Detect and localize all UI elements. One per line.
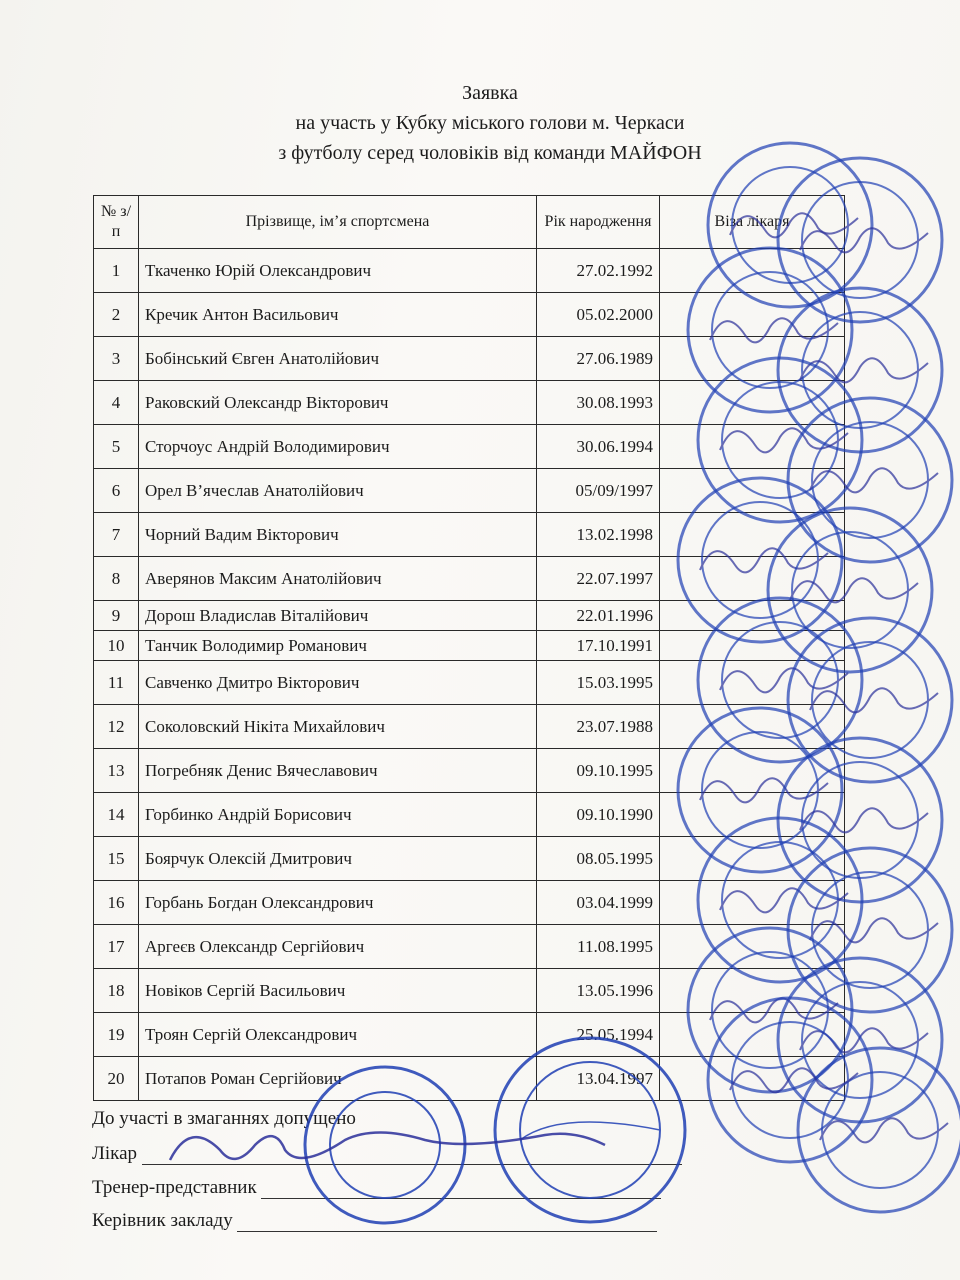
cell-year: 30.06.1994	[537, 425, 660, 469]
cell-name: Горбинко Андрій Борисович	[139, 793, 537, 837]
doctor-signature-line	[142, 1164, 682, 1165]
table-row	[94, 513, 845, 557]
table-row	[94, 837, 845, 881]
cell-name: Аверянов Максим Анатолійович	[139, 557, 537, 601]
head-label: Керівник закладу	[92, 1210, 233, 1231]
cell-name: Потапов Роман Сергійович	[139, 1057, 537, 1101]
cell-name: Новіков Сергій Васильович	[139, 969, 537, 1013]
cell-num: 14	[94, 793, 139, 837]
table-row	[94, 749, 845, 793]
cell-year: 05/09/1997	[537, 469, 660, 513]
cell-name: Боярчук Олексій Дмитрович	[139, 837, 537, 881]
cell-num: 6	[94, 469, 139, 513]
cell-year: 03.04.1999	[537, 881, 660, 925]
cell-name: Дорош Владислав Віталійович	[139, 601, 537, 631]
footer-doctor	[92, 1143, 682, 1165]
cell-name: Танчик Володимир Романович	[139, 631, 537, 661]
cell-name: Горбань Богдан Олександрович	[139, 881, 537, 925]
cell-year: 13.05.1996	[537, 969, 660, 1013]
cell-year: 11.08.1995	[537, 925, 660, 969]
cell-name: Аргеєв Олександр Сергійович	[139, 925, 537, 969]
cell-doctor-visa	[660, 925, 845, 969]
table-header-row	[94, 196, 845, 249]
cell-year: 27.06.1989	[537, 337, 660, 381]
title-line-3: з футболу серед чоловіків від команди МАЙФОН	[278, 142, 702, 164]
cell-doctor-visa	[660, 513, 845, 557]
cell-num: 18	[94, 969, 139, 1013]
cell-year: 25.05.1994	[537, 1013, 660, 1057]
cell-doctor-visa	[660, 631, 845, 661]
cell-doctor-visa	[660, 881, 845, 925]
cell-num: 3	[94, 337, 139, 381]
cell-doctor-visa	[660, 425, 845, 469]
table-row	[94, 381, 845, 425]
cell-year: 27.02.1992	[537, 249, 660, 293]
table-row	[94, 705, 845, 749]
cell-year: 09.10.1990	[537, 793, 660, 837]
cell-name: Чорний Вадим Вікторович	[139, 513, 537, 557]
cell-doctor-visa	[660, 661, 845, 705]
cell-num: 13	[94, 749, 139, 793]
cell-year: 17.10.1991	[537, 631, 660, 661]
header-birth-year: Рік народження	[537, 196, 660, 249]
table-row	[94, 337, 845, 381]
table-row	[94, 969, 845, 1013]
cell-name: Ткаченко Юрій Олександрович	[139, 249, 537, 293]
cell-num: 4	[94, 381, 139, 425]
cell-doctor-visa	[660, 381, 845, 425]
cell-name: Раковский Олександр Вікторович	[139, 381, 537, 425]
cell-num: 19	[94, 1013, 139, 1057]
cell-year: 13.04.1997	[537, 1057, 660, 1101]
head-signature-line	[237, 1231, 657, 1232]
table-row	[94, 601, 845, 631]
cell-num: 20	[94, 1057, 139, 1101]
table-row	[94, 881, 845, 925]
cell-year: 23.07.1988	[537, 705, 660, 749]
doctor-label: Лікар	[92, 1143, 138, 1164]
cell-num: 5	[94, 425, 139, 469]
cell-name: Орел В’ячеслав Анатолійович	[139, 469, 537, 513]
cell-doctor-visa	[660, 793, 845, 837]
table-row	[94, 1057, 845, 1101]
table-row	[94, 469, 845, 513]
cell-year: 22.01.1996	[537, 601, 660, 631]
cell-num: 2	[94, 293, 139, 337]
cell-num: 12	[94, 705, 139, 749]
table-row	[94, 557, 845, 601]
cell-name: Соколовский Нікіта Михайлович	[139, 705, 537, 749]
cell-name: Савченко Дмитро Вікторович	[139, 661, 537, 705]
roster-table	[93, 195, 845, 1101]
cell-num: 9	[94, 601, 139, 631]
header-name: Прізвище, ім’я спортсмена	[139, 196, 537, 249]
cell-doctor-visa	[660, 601, 845, 631]
table-row	[94, 249, 845, 293]
cell-num: 11	[94, 661, 139, 705]
table-row	[94, 793, 845, 837]
cell-name: Троян Сергій Олександрович	[139, 1013, 537, 1057]
cell-year: 30.08.1993	[537, 381, 660, 425]
cell-doctor-visa	[660, 557, 845, 601]
cell-name: Сторчоус Андрій Володимирович	[139, 425, 537, 469]
table-row	[94, 293, 845, 337]
table-row	[94, 925, 845, 969]
cell-num: 8	[94, 557, 139, 601]
cell-year: 09.10.1995	[537, 749, 660, 793]
cell-doctor-visa	[660, 837, 845, 881]
cell-num: 17	[94, 925, 139, 969]
document-title	[0, 78, 960, 168]
header-doctor-visa: Віза лікаря	[660, 196, 845, 249]
title-line-2: на участь у Кубку міського голови м. Черкаси	[295, 112, 685, 134]
cell-num: 15	[94, 837, 139, 881]
footer-coach	[92, 1177, 661, 1199]
cell-num: 16	[94, 881, 139, 925]
header-number: № з/п	[94, 196, 139, 249]
table-row	[94, 425, 845, 469]
cell-doctor-visa	[660, 705, 845, 749]
cell-doctor-visa	[660, 469, 845, 513]
cell-doctor-visa	[660, 1057, 845, 1101]
title-line-1: Заявка	[462, 82, 518, 104]
cell-name: Кречик Антон Васильович	[139, 293, 537, 337]
cell-doctor-visa	[660, 337, 845, 381]
cell-doctor-visa	[660, 1013, 845, 1057]
cell-name: Бобінський Євген Анатолійович	[139, 337, 537, 381]
footer-head	[92, 1210, 657, 1232]
coach-signature-line	[261, 1198, 661, 1199]
coach-label: Тренер-представник	[92, 1177, 257, 1198]
cell-year: 15.03.1995	[537, 661, 660, 705]
cell-num: 7	[94, 513, 139, 557]
cell-doctor-visa	[660, 293, 845, 337]
admitted-label: До участі в змаганнях допущено	[92, 1108, 356, 1129]
cell-num: 10	[94, 631, 139, 661]
table-row	[94, 1013, 845, 1057]
footer-admitted	[92, 1108, 356, 1130]
cell-doctor-visa	[660, 749, 845, 793]
cell-year: 22.07.1997	[537, 557, 660, 601]
cell-doctor-visa	[660, 969, 845, 1013]
cell-year: 13.02.1998	[537, 513, 660, 557]
cell-year: 05.02.2000	[537, 293, 660, 337]
cell-name: Погребняк Денис Вячеславович	[139, 749, 537, 793]
cell-num: 1	[94, 249, 139, 293]
cell-doctor-visa	[660, 249, 845, 293]
table-row	[94, 661, 845, 705]
cell-year: 08.05.1995	[537, 837, 660, 881]
table-row	[94, 631, 845, 661]
